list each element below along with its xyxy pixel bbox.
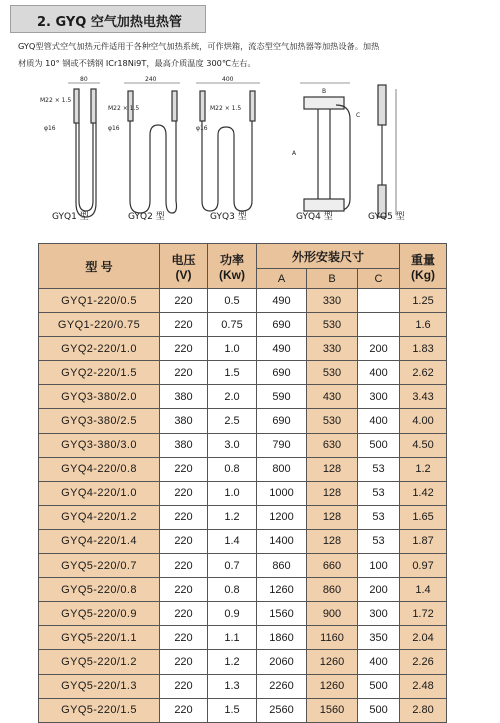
section-title: 2. GYQ 空气加热电热管: [37, 15, 182, 30]
cell-power: 1.5: [208, 698, 257, 722]
table-row: [39, 457, 447, 481]
header-weight-unit: (Kg): [411, 267, 436, 282]
cell-voltage: 220: [160, 529, 208, 553]
cell-power: 2.5: [208, 409, 257, 433]
cell-b: 530: [307, 409, 358, 433]
dim-phi16-1: φ16: [44, 125, 56, 132]
dim-thread-1: M22 × 1.5: [40, 97, 72, 104]
header-voltage-unit: (V): [175, 267, 192, 282]
cell-model: GYQ1-220/0.5: [39, 289, 160, 313]
cell-a: 690: [257, 409, 307, 433]
cell-weight: 1.83: [400, 337, 447, 361]
cell-b: 128: [307, 529, 358, 553]
cell-weight: 2.48: [400, 674, 447, 698]
header-weight-label: 重量: [411, 252, 436, 267]
cell-power: 1.0: [208, 481, 257, 505]
cell-a: 490: [257, 337, 307, 361]
table-row: [39, 650, 447, 674]
table-row: [39, 626, 447, 650]
table-row: [39, 433, 447, 457]
header-c: C: [358, 269, 400, 289]
cell-power: 3.0: [208, 433, 257, 457]
cell-voltage: 220: [160, 578, 208, 602]
dim-400: 400: [222, 76, 234, 83]
cell-b: 128: [307, 457, 358, 481]
cell-power: 1.3: [208, 674, 257, 698]
cell-c: 200: [358, 578, 400, 602]
cell-model: GYQ5-220/1.1: [39, 626, 160, 650]
cell-c: 53: [358, 505, 400, 529]
cell-b: 530: [307, 361, 358, 385]
gyq3-drawing: [196, 83, 260, 211]
cell-a: 800: [257, 457, 307, 481]
intro-line-2: 材质为 10° 钢或不锈钢 ICr18Ni9T，最高介质温度 300℃左右。: [18, 58, 256, 68]
cell-a: 2260: [257, 674, 307, 698]
intro-line-1: GYQ型管式空气加热元件适用于各种空气加热系统，可作烘箱，流态型空气加热器等加热设备。加热: [18, 41, 380, 51]
cell-power: 0.8: [208, 457, 257, 481]
cell-a: 1000: [257, 481, 307, 505]
dim-thread-2: M22 × 1.5: [108, 105, 140, 112]
cell-model: GYQ2-220/1.5: [39, 361, 160, 385]
letter-b: B: [322, 88, 327, 95]
table-row: [39, 529, 447, 553]
cell-power: 1.2: [208, 650, 257, 674]
cell-weight: 1.25: [400, 289, 447, 313]
cell-a: 1260: [257, 578, 307, 602]
cell-c: 500: [358, 433, 400, 457]
cell-b: 330: [307, 289, 358, 313]
caption-gyq5: GYQ5 型: [368, 212, 405, 222]
caption-gyq4: GYQ4 型: [296, 212, 333, 222]
table-row: [39, 698, 447, 722]
cell-c: 300: [358, 602, 400, 626]
cell-weight: 0.97: [400, 554, 447, 578]
cell-c: 400: [358, 361, 400, 385]
table-row: [39, 385, 447, 409]
cell-voltage: 220: [160, 505, 208, 529]
cell-c: 100: [358, 554, 400, 578]
letter-c: C: [356, 112, 361, 119]
cell-b: 1560: [307, 698, 358, 722]
cell-b: 900: [307, 602, 358, 626]
cell-voltage: 220: [160, 698, 208, 722]
cell-weight: 4.50: [400, 433, 447, 457]
header-model: 型 号: [39, 244, 160, 289]
header-b: B: [307, 269, 358, 289]
gyq2-drawing: [124, 83, 180, 213]
gyq5-drawing: [378, 85, 396, 217]
table-row: [39, 554, 447, 578]
cell-model: GYQ5-220/0.7: [39, 554, 160, 578]
header-dims: 外形安装尺寸: [257, 244, 400, 269]
cell-voltage: 380: [160, 385, 208, 409]
cell-weight: 1.87: [400, 529, 447, 553]
cell-model: GYQ5-220/1.2: [39, 650, 160, 674]
cell-b: 530: [307, 313, 358, 337]
table-row: [39, 313, 447, 337]
cell-model: GYQ4-220/0.8: [39, 457, 160, 481]
cell-model: GYQ5-220/1.5: [39, 698, 160, 722]
cell-model: GYQ5-220/1.3: [39, 674, 160, 698]
caption-gyq3: GYQ3 型: [210, 212, 247, 222]
cell-b: 330: [307, 337, 358, 361]
cell-b: 128: [307, 481, 358, 505]
caption-gyq1: GYQ1 型: [52, 212, 89, 222]
cell-c: 350: [358, 626, 400, 650]
header-power-label: 功率: [219, 252, 244, 267]
cell-voltage: 220: [160, 481, 208, 505]
cell-a: 1400: [257, 529, 307, 553]
dim-240: 240: [145, 76, 157, 83]
cell-voltage: 220: [160, 650, 208, 674]
cell-voltage: 220: [160, 313, 208, 337]
cell-a: 790: [257, 433, 307, 457]
cell-voltage: 380: [160, 409, 208, 433]
cell-c: 53: [358, 481, 400, 505]
cell-voltage: 220: [160, 674, 208, 698]
cell-weight: 2.26: [400, 650, 447, 674]
cell-power: 1.0: [208, 337, 257, 361]
cell-power: 0.8: [208, 578, 257, 602]
cell-a: 1200: [257, 505, 307, 529]
header-voltage: [160, 244, 208, 289]
table-row: [39, 481, 447, 505]
cell-model: GYQ4-220/1.2: [39, 505, 160, 529]
cell-voltage: 220: [160, 361, 208, 385]
cell-voltage: 220: [160, 554, 208, 578]
cell-b: 630: [307, 433, 358, 457]
cell-model: GYQ2-220/1.0: [39, 337, 160, 361]
cell-weight: 1.65: [400, 505, 447, 529]
cell-a: 2560: [257, 698, 307, 722]
cell-weight: 4.00: [400, 409, 447, 433]
cell-voltage: 220: [160, 626, 208, 650]
cell-model: GYQ4-220/1.0: [39, 481, 160, 505]
cell-power: 0.9: [208, 602, 257, 626]
cell-a: 690: [257, 361, 307, 385]
table-row: [39, 674, 447, 698]
section-title-bar: [10, 5, 206, 33]
cell-b: 1160: [307, 626, 358, 650]
cell-c: 300: [358, 385, 400, 409]
table-row: [39, 337, 447, 361]
table-row: [39, 361, 447, 385]
cell-weight: 1.72: [400, 602, 447, 626]
cell-weight: 2.62: [400, 361, 447, 385]
cell-c: 500: [358, 674, 400, 698]
cell-weight: 1.6: [400, 313, 447, 337]
table-row: [39, 505, 447, 529]
cell-c: [358, 289, 400, 313]
cell-voltage: 220: [160, 602, 208, 626]
spec-table: [38, 243, 447, 723]
cell-a: 490: [257, 289, 307, 313]
table-row: [39, 578, 447, 602]
cell-weight: 2.04: [400, 626, 447, 650]
header-a: A: [257, 269, 307, 289]
cell-power: 0.75: [208, 313, 257, 337]
cell-voltage: 220: [160, 289, 208, 313]
gyq1-drawing: [68, 83, 100, 217]
cell-c: 400: [358, 650, 400, 674]
cell-power: 1.1: [208, 626, 257, 650]
letter-a: A: [292, 150, 297, 157]
cell-b: 430: [307, 385, 358, 409]
cell-c: 53: [358, 529, 400, 553]
cell-model: GYQ3-380/2.5: [39, 409, 160, 433]
cell-power: 0.7: [208, 554, 257, 578]
table-row: [39, 602, 447, 626]
dim-phi16-3: φ16: [196, 125, 208, 132]
cell-a: 2060: [257, 650, 307, 674]
cell-a: 1560: [257, 602, 307, 626]
header-voltage-label: 电压: [171, 252, 196, 267]
cell-b: 1260: [307, 650, 358, 674]
cell-voltage: 380: [160, 433, 208, 457]
caption-gyq2: GYQ2 型: [128, 212, 165, 222]
cell-model: GYQ3-380/2.0: [39, 385, 160, 409]
cell-power: 1.2: [208, 505, 257, 529]
cell-c: 400: [358, 409, 400, 433]
cell-c: [358, 313, 400, 337]
dim-80: 80: [80, 76, 88, 83]
spec-table-body: [39, 289, 447, 723]
cell-model: GYQ5-220/0.9: [39, 602, 160, 626]
cell-model: GYQ5-220/0.8: [39, 578, 160, 602]
cell-voltage: 220: [160, 337, 208, 361]
cell-power: 0.5: [208, 289, 257, 313]
cell-a: 690: [257, 313, 307, 337]
dim-thread-3: M22 × 1.5: [210, 105, 242, 112]
cell-c: 500: [358, 698, 400, 722]
cell-weight: 3.43: [400, 385, 447, 409]
cell-a: 860: [257, 554, 307, 578]
cell-a: 1860: [257, 626, 307, 650]
cell-b: 660: [307, 554, 358, 578]
cell-c: 200: [358, 337, 400, 361]
header-weight: [400, 244, 447, 289]
table-row: [39, 289, 447, 313]
cell-b: 860: [307, 578, 358, 602]
cell-power: 1.4: [208, 529, 257, 553]
cell-a: 590: [257, 385, 307, 409]
table-row: [39, 409, 447, 433]
cell-weight: 1.4: [400, 578, 447, 602]
cell-voltage: 220: [160, 457, 208, 481]
header-power-unit: (Kw): [219, 267, 245, 282]
cell-model: GYQ4-220/1.4: [39, 529, 160, 553]
cell-model: GYQ3-380/3.0: [39, 433, 160, 457]
cell-c: 53: [358, 457, 400, 481]
cell-b: 1260: [307, 674, 358, 698]
cell-weight: 2.80: [400, 698, 447, 722]
cell-power: 2.0: [208, 385, 257, 409]
intro-text: [18, 38, 496, 72]
cell-weight: 1.42: [400, 481, 447, 505]
dim-phi16-2: φ16: [108, 125, 120, 132]
cell-weight: 1.2: [400, 457, 447, 481]
cell-power: 1.5: [208, 361, 257, 385]
cell-model: GYQ1-220/0.75: [39, 313, 160, 337]
cell-b: 128: [307, 505, 358, 529]
gyq4-drawing: [300, 83, 350, 211]
header-power: [208, 244, 257, 289]
